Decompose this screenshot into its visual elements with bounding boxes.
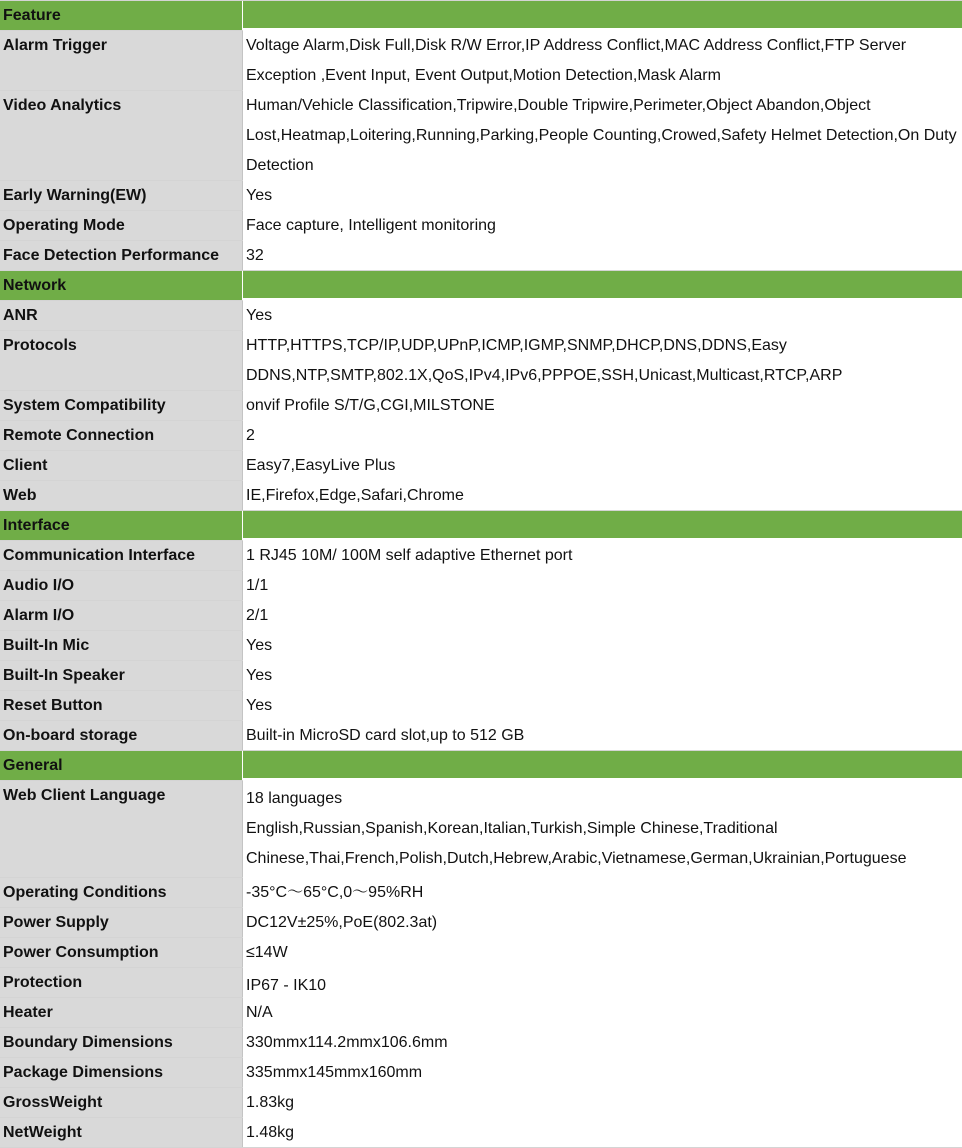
- spec-value: IE,Firefox,Edge,Safari,Chrome: [243, 478, 962, 510]
- spec-value: IP67 - IK10: [243, 965, 962, 997]
- spec-row-video-analytics: [0, 91, 962, 181]
- spec-row-protocols: [0, 331, 962, 391]
- spec-value-line: English,Russian,Spanish,Korean,Italian,Turkish,Simple Chinese,Traditional: [246, 820, 778, 837]
- spec-label: Package Dimensions: [0, 1058, 243, 1087]
- spec-row-early-warning: [0, 181, 962, 211]
- spec-row-anr: [0, 301, 962, 331]
- spec-label: Power Supply: [0, 908, 243, 937]
- spec-row-web-client-language: [0, 781, 962, 878]
- spec-row-power-consumption: [0, 938, 962, 968]
- spec-value: 1/1: [243, 568, 962, 600]
- spec-label: Alarm Trigger: [0, 31, 243, 90]
- spec-label: System Compatibility: [0, 391, 243, 420]
- spec-row-operating-mode: [0, 211, 962, 241]
- section-fill: [243, 271, 962, 300]
- section-header-general: [0, 751, 962, 781]
- section-fill: [243, 511, 962, 540]
- spec-label: Power Consumption: [0, 938, 243, 967]
- spec-label: Video Analytics: [0, 91, 243, 180]
- spec-value: -35°C～65°C,0～95%RH: [243, 875, 962, 907]
- section-header-feature: [0, 1, 962, 31]
- spec-label: Protection: [0, 968, 243, 997]
- spec-label: Web Client Language: [0, 781, 243, 877]
- spec-label: Operating Mode: [0, 211, 243, 240]
- spec-value: 330mmx114.2mmx106.6mm: [243, 1025, 962, 1057]
- spec-value: ≤14W: [243, 935, 962, 967]
- spec-value: 2/1: [243, 598, 962, 630]
- spec-value: Easy7,EasyLive Plus: [243, 448, 962, 480]
- spec-label: Audio I/O: [0, 571, 243, 600]
- section-title: Interface: [0, 511, 243, 540]
- spec-row-package-dimensions: [0, 1058, 962, 1088]
- spec-row-alarm-io: [0, 601, 962, 631]
- spec-value: Built-in MicroSD card slot,up to 512 GB: [243, 718, 962, 750]
- spec-row-boundary-dimensions: [0, 1028, 962, 1058]
- spec-label: Protocols: [0, 331, 243, 390]
- section-header-network: [0, 271, 962, 301]
- spec-row-gross-weight: [0, 1088, 962, 1118]
- spec-value: HTTP,HTTPS,TCP/IP,UDP,UPnP,ICMP,IGMP,SNMP,DHCP,DNS,DDNS,Easy DDNS,NTP,SMTP,802.1X,QoS,IPv4,IPv6,PPPOE,SSH,Unicast,Multicast,RTCP,ARP: [243, 328, 962, 390]
- section-header-interface: [0, 511, 962, 541]
- spec-value-line: 18 languages: [246, 790, 343, 807]
- spec-row-web: [0, 481, 962, 511]
- spec-row-built-in-speaker: [0, 661, 962, 691]
- spec-row-communication-interface: [0, 541, 962, 571]
- spec-row-heater: [0, 998, 962, 1028]
- spec-value: Yes: [243, 298, 962, 330]
- spec-row-built-in-mic: [0, 631, 962, 661]
- spec-value: Yes: [243, 658, 962, 690]
- spec-value: DC12V±25%,PoE(802.3at): [243, 905, 962, 937]
- spec-value: Yes: [243, 688, 962, 720]
- spec-row-on-board-storage: [0, 721, 962, 751]
- section-title: Network: [0, 271, 243, 300]
- section-fill: [243, 751, 962, 780]
- spec-value: Human/Vehicle Classification,Tripwire,Double Tripwire,Perimeter,Object Abandon,Object Lost,Heatmap,Loitering,Running,Parking,People Counting,Crowed,Safety Helmet Detection,On Duty Detection: [243, 88, 962, 180]
- spec-value: Yes: [243, 628, 962, 660]
- spec-value: Face capture, Intelligent monitoring: [243, 208, 962, 240]
- spec-label: Web: [0, 481, 243, 510]
- spec-label: GrossWeight: [0, 1088, 243, 1117]
- spec-value: Voltage Alarm,Disk Full,Disk R/W Error,IP Address Conflict,MAC Address Conflict,FTP Server Exception ,Event Input, Event Output,Motion Detection,Mask Alarm: [243, 28, 962, 90]
- spec-row-client: [0, 451, 962, 481]
- spec-row-alarm-trigger: [0, 31, 962, 91]
- spec-row-remote-connection: [0, 421, 962, 451]
- spec-value: N/A: [243, 995, 962, 1027]
- spec-row-reset-button: [0, 691, 962, 721]
- spec-row-system-compatibility: [0, 391, 962, 421]
- spec-value: 1.83kg: [243, 1085, 962, 1117]
- spec-label: NetWeight: [0, 1118, 243, 1147]
- spec-label: Reset Button: [0, 691, 243, 720]
- spec-label: Client: [0, 451, 243, 480]
- spec-label: Built-In Speaker: [0, 661, 243, 690]
- spec-value: 2: [243, 418, 962, 450]
- spec-label: Operating Conditions: [0, 878, 243, 907]
- spec-row-operating-conditions: [0, 878, 962, 908]
- spec-value: 335mmx145mmx160mm: [243, 1055, 962, 1087]
- spec-value: Yes: [243, 178, 962, 210]
- spec-label: Remote Connection: [0, 421, 243, 450]
- spec-row-power-supply: [0, 908, 962, 938]
- spec-row-net-weight: [0, 1118, 962, 1148]
- spec-label: Face Detection Performance: [0, 241, 243, 270]
- section-title: Feature: [0, 1, 243, 30]
- spec-value: 32: [243, 238, 962, 270]
- spec-label: Boundary Dimensions: [0, 1028, 243, 1057]
- spec-label: ANR: [0, 301, 243, 330]
- spec-label: Alarm I/O: [0, 601, 243, 630]
- spec-value-line: Chinese,Thai,French,Polish,Dutch,Hebrew,Arabic,Vietnamese,German,Ukrainian,Portuguese: [246, 850, 907, 867]
- spec-label: On-board storage: [0, 721, 243, 750]
- spec-value: 1 RJ45 10M/ 100M self adaptive Ethernet port: [243, 538, 962, 570]
- spec-row-protection: [0, 968, 962, 998]
- spec-label: Early Warning(EW): [0, 181, 243, 210]
- section-fill: [243, 1, 962, 30]
- spec-value: [243, 778, 962, 877]
- spec-label: Built-In Mic: [0, 631, 243, 660]
- spec-label: Heater: [0, 998, 243, 1027]
- spec-row-face-detection-performance: [0, 241, 962, 271]
- spec-label: Communication Interface: [0, 541, 243, 570]
- spec-value: onvif Profile S/T/G,CGI,MILSTONE: [243, 388, 962, 420]
- spec-value: 1.48kg: [243, 1115, 962, 1147]
- spec-row-audio-io: [0, 571, 962, 601]
- section-title: General: [0, 751, 243, 780]
